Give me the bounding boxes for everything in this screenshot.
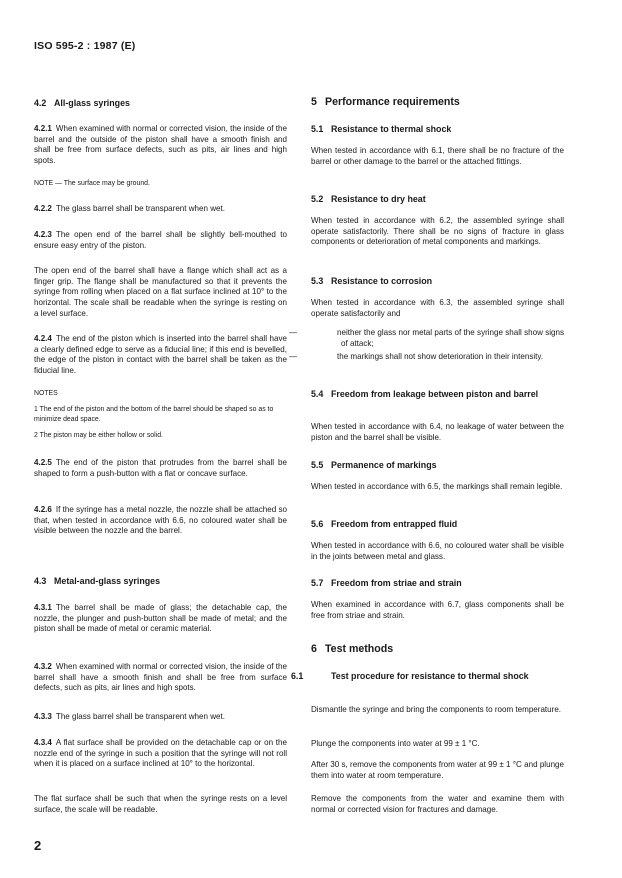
section-5-1-text: When tested in accordance with 6.1, there shall be no fracture of the barrel or other damage to the barrel or the attached fittings. — [311, 146, 564, 166]
clause-4-2-1: 4.2.1 When examined with normal or corrected vision, the inside of the barrel and the outside of the piston shall have a smooth finish and shall be free from surface defects, such as pits, air lines and high spots. — [34, 124, 287, 166]
clause-4-3-2: 4.3.2 When examined with normal or corrected vision, the inside of the barrel shall have a smooth finish and shall be free from surface defects, such as pits, air lines and high spots. — [34, 662, 287, 693]
section-5-6-text: When tested in accordance with 6.6, no coloured water shall be visible in the joints between metal and glass. — [311, 541, 564, 561]
note-1: 1 The end of the piston and the bottom of the barrel should be shaped so as to minimize dead space. — [34, 406, 274, 424]
clause-4-2-5: 4.2.5 The end of the piston that protrudes from the barrel shall be shaped to form a push-button with a flat or concave surface. — [34, 458, 287, 478]
section-5-2-heading: 5.2 Resistance to dry heat — [311, 194, 426, 204]
section-5-1-heading: 5.1 Resistance to thermal shock — [311, 124, 452, 134]
section-6-heading: 6 Test methods — [311, 643, 394, 655]
clause-4-2-4: 4.2.4 The end of the piston which is inserted into the barrel shall have a clearly defined edge to serve as a fiducial line; if this end is bevelled, the edge of the piston in contact with the barrel shall be taken as the fiducial line. — [34, 334, 287, 376]
section-4-3-heading: 4.3 Metal-and-glass syringes — [34, 576, 161, 586]
notes-title: NOTES — [34, 390, 58, 397]
clause-4-3-3: 4.3.3 The glass barrel shall be transparent when wet. — [34, 712, 225, 721]
clause-4-3-4: 4.3.4 A flat surface shall be provided on the detachable cap or on the nozzle end of the syringe in such a position that the syringe will not roll when it is placed on a surface inclined at 10° to the horizontal. — [34, 738, 287, 769]
section-5-7-text: When examined in accordance with 6.7, glass components shall be free from striae and strain. — [311, 600, 564, 620]
section-5-7-heading: 5.7 Freedom from striae and strain — [311, 578, 462, 588]
clause-4-3-1: 4.3.1 The barrel shall be made of glass; the detachable cap, the nozzle, the plunger and push-button shall be made of metal; and the piston shall be made of metal or ceramic material. — [34, 603, 287, 634]
clause-4-2-3: 4.2.3 The open end of the barrel shall be slightly bell-mouthed to ensure easy entry of the piston. — [34, 230, 287, 250]
section-5-heading: 5 Performance requirements — [311, 96, 460, 108]
note-4-2-1: NOTE — The surface may be ground. — [34, 180, 150, 187]
section-5-4-heading: 5.4 Freedom from leakage between piston and barrel — [311, 389, 539, 399]
section-5-5-heading: 5.5 Permanence of markings — [311, 460, 437, 470]
document-header: ISO 595-2 : 1987 (E) — [34, 40, 136, 52]
section-5-5-text: When tested in accordance with 6.5, the markings shall remain legible. — [311, 482, 563, 491]
note-2: 2 The piston may be either hollow or solid. — [34, 432, 163, 439]
section-5-3-item-2: — the markings shall not show deterioration in their intensity. — [289, 352, 544, 361]
clause-4-3-4-paragraph-2: The flat surface shall be such that when the syringe rests on a level surface, the scale will be readable. — [34, 794, 287, 814]
section-6-1-paragraph-3: After 30 s, remove the components from water at 99 ± 1 °C and plunge them into water at room temperature. — [311, 760, 564, 780]
clause-4-2-6: 4.2.6 If the syringe has a metal nozzle, the nozzle shall be attached so that, when tested in accordance with 6.6, no coloured water shall be visible between the nozzle and the barrel. — [34, 505, 287, 536]
section-5-3-heading: 5.3 Resistance to corrosion — [311, 276, 433, 286]
clause-4-2-2: 4.2.2 The glass barrel shall be transparent when wet. — [34, 204, 225, 213]
section-5-3-text: When tested in accordance with 6.3, the assembled syringe shall operate satisfactorily and — [311, 298, 564, 318]
section-6-1-paragraph-2: Plunge the components into water at 99 ± 1 °C. — [311, 739, 480, 748]
section-6-1-paragraph-4: Remove the components from the water and examine them with normal or corrected vision for fractures and damage. — [311, 794, 564, 814]
section-6-1-paragraph-1: Dismantle the syringe and bring the components to room temperature. — [311, 705, 562, 714]
section-6-1-heading: 6.1 Test procedure for resistance to thermal shock — [291, 671, 529, 681]
clause-4-2-3-paragraph-2: The open end of the barrel shall have a flange which shall act as a finger grip. The flange shall be manufactured so that it prevents the syringe from rolling when placed on a flat surface inclined at 10° to the horizontal. The scale shall be readable when the syringe is resting on a level surface. — [34, 266, 287, 318]
section-4-2-heading: 4.2 All-glass syringes — [34, 98, 130, 108]
section-5-6-heading: 5.6 Freedom from entrapped fluid — [311, 519, 458, 529]
section-5-3-item-1: — neither the glass nor metal parts of the syringe shall show signs of attack; — [289, 328, 564, 348]
page-number: 2 — [34, 838, 42, 853]
section-5-2-text: When tested in accordance with 6.2, the assembled syringe shall operate satisfactorily. There shall be no signs of fracture in glass components or deterioration of metal components and markings. — [311, 216, 564, 247]
section-5-4-text: When tested in accordance with 6.4, no leakage of water between the piston and the barrel shall be visible. — [311, 422, 564, 442]
